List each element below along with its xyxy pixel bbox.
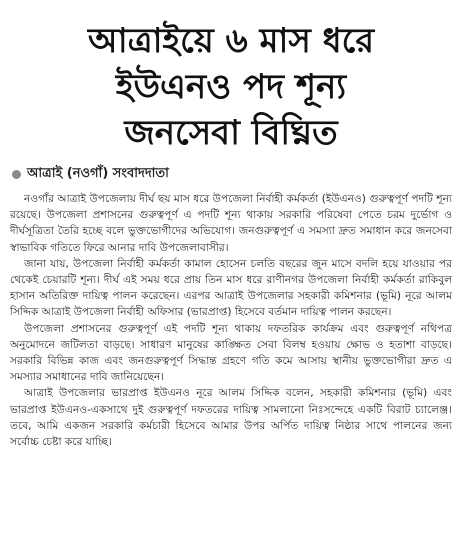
- bullet-dot-icon: [12, 170, 21, 179]
- article-body: [10, 191, 452, 450]
- paragraph-3: উপজেলা প্রশাসনের গুরুত্বপূর্ণ এই পদটি শূন্য থাকায় দফতরিক কার্যক্রম এবং গুরুত্বপূর্ণ নথিপত্র অনুমোদনে জটিলতা বাড়ছে। সাধারণ মানুষের কাঙ্ক্ষিত সেবা বিলম্ব হওয়ায় ক্ষোভ ও হতাশা বাড়ছে। সরকারি বিভিন্ন কাজ এবং জনগুরুত্বপূর্ণ সিদ্ধান্ত গ্রহণে গতি কমে আসায় স্থানীয় ভুক্তভোগীরা দ্রুত এ সমস্যার সমাধানের দাবি জানিয়েছেন।: [10, 322, 452, 384]
- headline-line-2: ইউএনও পদ শূন্য: [115, 67, 347, 107]
- headline-line-1: আত্রাইয়ে ৬ মাস ধরে: [87, 21, 375, 61]
- paragraph-2: জানা যায়, উপজেলা নির্বাহী কর্মকর্তা কামাল হোসেন চলতি বছরের জুন মাসে বদলি হয়ে যাওয়ার পর থেকেই চেয়ারটি শূন্য। দীর্ঘ এই সময় ধরে প্রায় তিন মাস ধরে রাণীনগর উপজেলা নির্বাহী কর্মকর্তা রাকিবুল হাসান অতিরিক্ত দায়িত্ব পালন করেছেন। এরপর আত্রাই উপজেলার সহকারী কমিশনার (ভূমি) নূরে আলম সিদ্দিক আত্রাই উপজেলা নির্বাহী অফিসার (ভারপ্রাপ্ত) হিসেবে বর্তমান দায়িত্ব পালন করছেন।: [10, 257, 452, 319]
- paragraph-4: আত্রাই উপজেলার ভারপ্রাপ্ত ইউএনও নূরে আলম সিদ্দিক বলেন, সহকারী কমিশনার (ভূমি) এবং ভারপ্রাপ্ত ইউএনও-একসাথে দুই গুরুত্বপূর্ণ দফতরের দায়িত্ব সামলানো নিঃসন্দেহে একটি বিরাট চ্যালেঞ্জ। তবে, আমি একজন সরকারি কর্মচারী হিসেবে আমার উপর অর্পিত দায়িত্ব নিষ্ঠার সাথে পালনের জন্য সর্বোচ্চ চেষ্টা করে যাচ্ছি।: [10, 387, 452, 449]
- headline: [10, 18, 452, 156]
- headline-line-3: জনসেবা বিঘ্নিত: [124, 113, 338, 153]
- byline: [12, 164, 452, 185]
- byline-text: আত্রাই (নওগাঁ) সংবাদদাতা: [27, 166, 169, 181]
- paragraph-1: নওগাঁর আত্রাই উপজেলায় দীর্ঘ ছয় মাস ধরে উপজেলা নির্বাহী কর্মকর্তা (ইউএনও) গুরুত্বপূর্ণ পদটি শূন্য রয়েছে। উপজেলা প্রশাসনের গুরুত্বপূর্ণ এ পদটি শূন্য থাকায় সরকারি পরিষেবা পেতে চরম দুর্ভোগ ও দীর্ঘসূত্রিতা তৈরি হচ্ছে বলে ভুক্তভোগীদের অভিযোগ। জনগুরুত্বপূর্ণ এ সমস্যা দ্রুত সমাধান করে জনসেবা স্বাভাবিক গতিতে ফিরে আনার দাবি উপজেলাবাসীর।: [10, 193, 452, 254]
